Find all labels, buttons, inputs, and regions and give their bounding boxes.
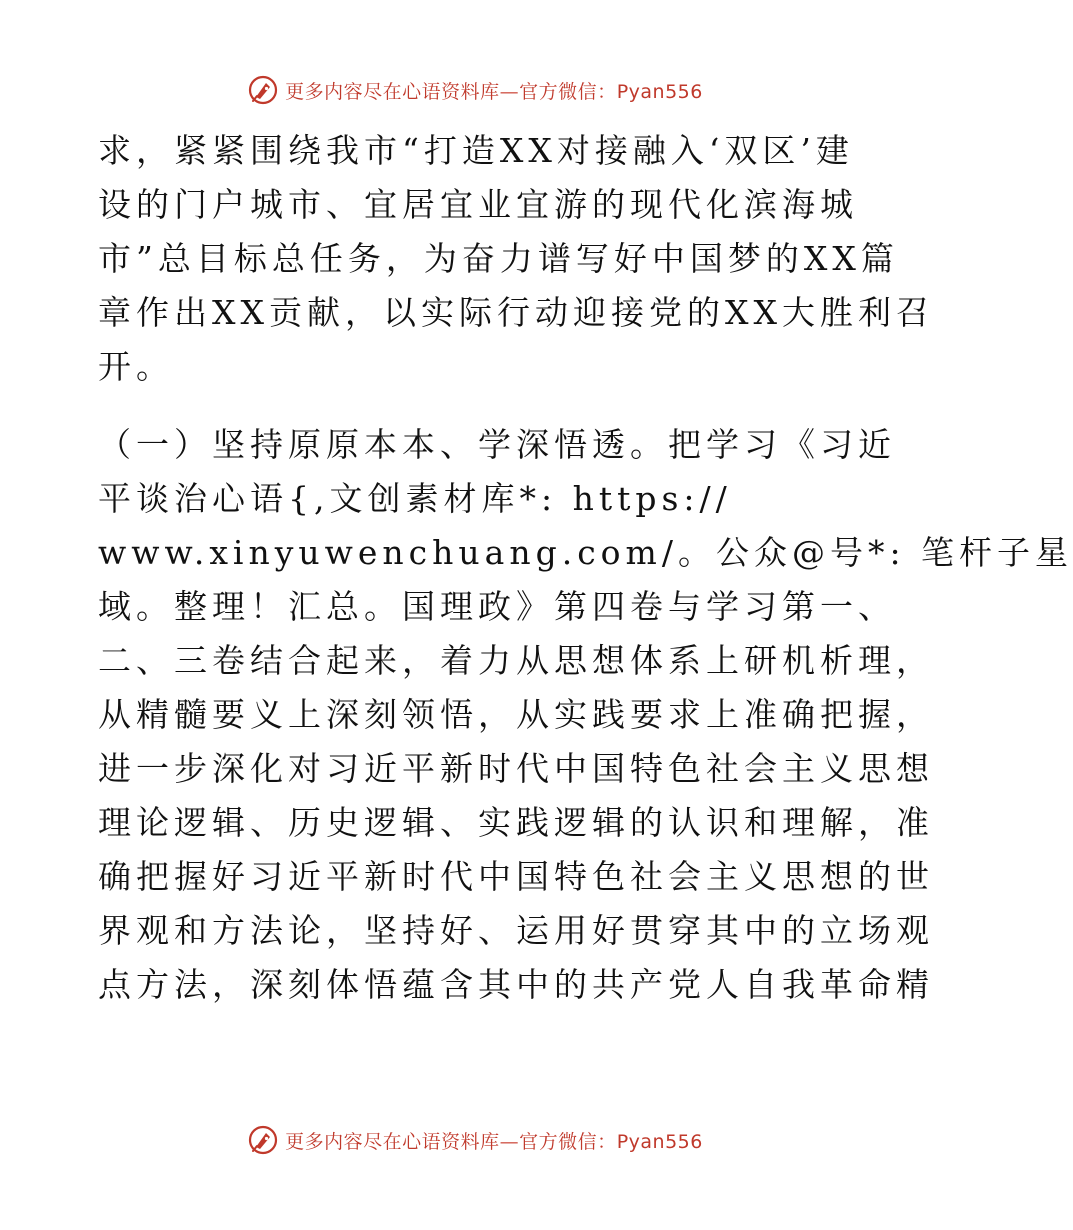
text-line: 进一步深化对习近平新时代中国特色社会主义思想 [98, 749, 934, 788]
text-line: www.xinyuwenchuang.com/。公众@号*: 笔杆子星 [98, 533, 1073, 572]
header-banner-text [285, 77, 703, 104]
footer-banner-inner [247, 1124, 703, 1156]
banner-wechat-id: Pyan556 [616, 80, 703, 103]
banner-separator: — [499, 1130, 520, 1153]
text-line: 点方法，深刻体悟蕴含其中的共产党人自我革命精 [98, 965, 934, 1004]
banner-wechat-id: Pyan556 [616, 1130, 703, 1153]
text-line: 市”总目标总任务，为奋力谱写好中国梦的XX篇 [98, 239, 899, 278]
footer-banner [0, 1120, 950, 1160]
text-line: （一）坚持原原本本、学深悟透。把学习《习近 [98, 425, 896, 464]
pen-nib-logo-icon [247, 1124, 279, 1156]
pen-nib-logo-icon [247, 74, 279, 106]
banner-wechat-label: 官方微信： [519, 80, 617, 103]
paragraph-1 [98, 124, 934, 394]
banner-wechat-label: 官方微信： [519, 1130, 617, 1153]
text-line: 理论逻辑、历史逻辑、实践逻辑的认识和理解，准 [98, 803, 934, 842]
text-line: 设的门户城市、宜居宜业宜游的现代化滨海城 [98, 185, 858, 224]
text-line: 界观和方法论，坚持好、运用好贯穿其中的立场观 [98, 911, 934, 950]
text-line: 二、三卷结合起来，着力从思想体系上研机析理， [98, 641, 934, 680]
banner-main-text: 更多内容尽在心语资料库 [285, 1130, 500, 1153]
header-banner [0, 70, 950, 110]
text-line: 从精髓要义上深刻领悟，从实践要求上准确把握， [98, 695, 934, 734]
paragraph-spacer [98, 394, 858, 418]
document-body [98, 124, 1073, 1012]
banner-main-text: 更多内容尽在心语资料库 [285, 80, 500, 103]
text-line: 平谈治心语{,文创素材库*: https:// [98, 479, 732, 518]
text-line: 域。整理！汇总。国理政》第四卷与学习第一、 [98, 587, 896, 626]
text-line: 章作出XX贡献，以实际行动迎接党的XX大胜利召 [98, 293, 934, 332]
banner-separator: — [499, 80, 520, 103]
text-line: 确把握好习近平新时代中国特色社会主义思想的世 [98, 857, 934, 896]
paragraph-2 [98, 418, 1073, 1012]
footer-banner-text [285, 1127, 703, 1154]
text-line: 开。 [98, 347, 174, 386]
text-line: 求，紧紧围绕我市“打造XX对接融入‘双区’建 [98, 131, 854, 170]
header-banner-inner [247, 74, 703, 106]
